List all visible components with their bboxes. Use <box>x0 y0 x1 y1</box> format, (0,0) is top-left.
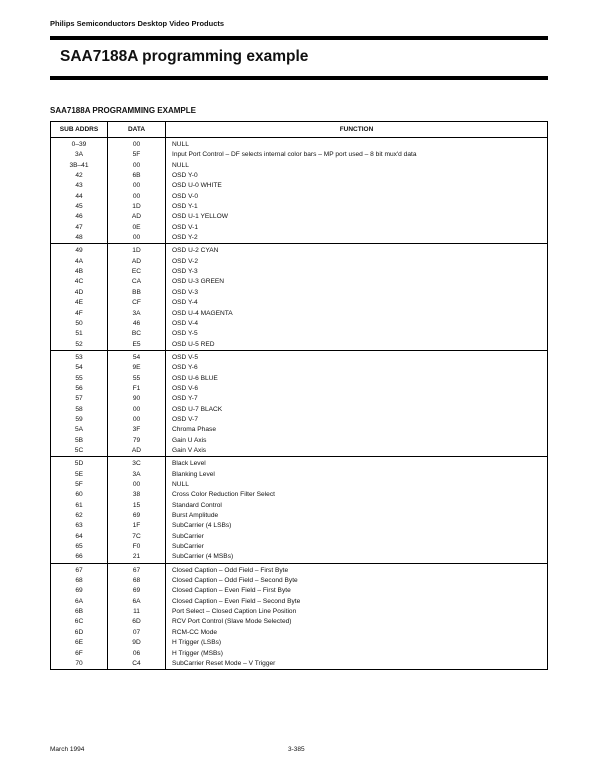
table-row <box>51 542 548 552</box>
function-cell: OSD U-7 BLACK <box>166 405 548 415</box>
data-cell: 69 <box>108 511 166 521</box>
data-cell: C4 <box>108 659 166 670</box>
data-cell: BC <box>108 329 166 339</box>
data-cell: 3A <box>108 470 166 480</box>
data-cell: 9E <box>108 363 166 373</box>
table-row <box>51 277 548 287</box>
function-cell: SubCarrier (4 MSBs) <box>166 552 548 563</box>
function-cell: NULL <box>166 480 548 490</box>
function-cell: OSD Y-6 <box>166 363 548 373</box>
sub-address-cell: 68 <box>51 576 108 586</box>
table-row <box>51 659 548 670</box>
sub-address-cell: 56 <box>51 384 108 394</box>
table-row <box>51 340 548 351</box>
sub-address-cell: 65 <box>51 542 108 552</box>
data-cell: AD <box>108 257 166 267</box>
table-row <box>51 350 548 363</box>
table-row <box>51 521 548 531</box>
programming-table <box>50 121 548 670</box>
table-row <box>51 552 548 563</box>
data-cell: 00 <box>108 192 166 202</box>
table-row <box>51 597 548 607</box>
table-row <box>51 150 548 160</box>
table-row <box>51 436 548 446</box>
table-row <box>51 607 548 617</box>
table-row <box>51 171 548 181</box>
sub-address-cell: 52 <box>51 340 108 351</box>
function-cell: OSD V-2 <box>166 257 548 267</box>
function-cell: OSD V-5 <box>166 350 548 363</box>
data-cell: BB <box>108 288 166 298</box>
sub-address-cell: 5F <box>51 480 108 490</box>
table-row <box>51 649 548 659</box>
function-cell: Blanking Level <box>166 470 548 480</box>
sub-address-cell: 4D <box>51 288 108 298</box>
function-cell: Port Select – Closed Caption Line Position <box>166 607 548 617</box>
data-cell: 00 <box>108 405 166 415</box>
function-cell: NULL <box>166 138 548 151</box>
column-header-sub-addrs: SUB ADDRS <box>51 122 108 138</box>
function-cell: SubCarrier <box>166 532 548 542</box>
table-row <box>51 638 548 648</box>
function-cell: Closed Caption – Even Field – First Byte <box>166 586 548 596</box>
sub-address-cell: 70 <box>51 659 108 670</box>
function-cell: Closed Caption – Odd Field – First Byte <box>166 563 548 576</box>
sub-address-cell: 6B <box>51 607 108 617</box>
sub-address-cell: 6E <box>51 638 108 648</box>
function-cell: OSD U-5 RED <box>166 340 548 351</box>
sub-address-cell: 43 <box>51 181 108 191</box>
table-row <box>51 532 548 542</box>
sub-address-cell: 45 <box>51 202 108 212</box>
function-cell: OSD Y-2 <box>166 233 548 244</box>
sub-address-cell: 42 <box>51 171 108 181</box>
sub-address-cell: 4E <box>51 298 108 308</box>
table-row <box>51 233 548 244</box>
top-rule <box>50 36 548 40</box>
sub-address-cell: 5E <box>51 470 108 480</box>
data-cell: CF <box>108 298 166 308</box>
sub-address-cell: 6F <box>51 649 108 659</box>
data-cell: 15 <box>108 501 166 511</box>
function-cell: H Trigger (MSBs) <box>166 649 548 659</box>
data-cell: 7C <box>108 532 166 542</box>
data-cell: 90 <box>108 394 166 404</box>
footer-date: March 1994 <box>50 746 85 753</box>
function-cell: H Trigger (LSBs) <box>166 638 548 648</box>
sub-address-cell: 4C <box>51 277 108 287</box>
data-cell: E5 <box>108 340 166 351</box>
function-cell: OSD U-4 MAGENTA <box>166 309 548 319</box>
sub-address-cell: 53 <box>51 350 108 363</box>
data-cell: 07 <box>108 628 166 638</box>
function-cell: SubCarrier <box>166 542 548 552</box>
data-cell: 46 <box>108 319 166 329</box>
sub-address-cell: 57 <box>51 394 108 404</box>
table-row <box>51 212 548 222</box>
table-row <box>51 586 548 596</box>
data-cell: 55 <box>108 374 166 384</box>
table-row <box>51 576 548 586</box>
data-cell: 54 <box>108 350 166 363</box>
table-row <box>51 363 548 373</box>
function-cell: OSD Y-0 <box>166 171 548 181</box>
function-cell: OSD V-1 <box>166 223 548 233</box>
data-cell: 21 <box>108 552 166 563</box>
sub-address-cell: 3A <box>51 150 108 160</box>
table-row <box>51 563 548 576</box>
column-header-function: FUNCTION <box>166 122 548 138</box>
register-group <box>51 138 548 244</box>
data-cell: CA <box>108 277 166 287</box>
function-cell: OSD V-0 <box>166 192 548 202</box>
table-row <box>51 394 548 404</box>
register-group <box>51 244 548 350</box>
sub-address-cell: 62 <box>51 511 108 521</box>
function-cell: OSD U-6 BLUE <box>166 374 548 384</box>
data-cell: 1D <box>108 202 166 212</box>
sub-address-cell: 63 <box>51 521 108 531</box>
data-cell: 6D <box>108 617 166 627</box>
sub-address-cell: 59 <box>51 415 108 425</box>
table-row <box>51 628 548 638</box>
data-cell: 00 <box>108 480 166 490</box>
title-rule <box>50 76 548 80</box>
table-row <box>51 202 548 212</box>
data-cell: 00 <box>108 415 166 425</box>
function-cell: SubCarrier Reset Mode – V Trigger <box>166 659 548 670</box>
table-row <box>51 181 548 191</box>
function-cell: OSD V-3 <box>166 288 548 298</box>
function-cell: OSD V-6 <box>166 384 548 394</box>
sub-address-cell: 6A <box>51 597 108 607</box>
sub-address-cell: 6D <box>51 628 108 638</box>
sub-address-cell: 4B <box>51 267 108 277</box>
function-cell: OSD Y-5 <box>166 329 548 339</box>
function-cell: SubCarrier (4 LSBs) <box>166 521 548 531</box>
data-cell: 38 <box>108 490 166 500</box>
table-row <box>51 329 548 339</box>
data-cell: 68 <box>108 576 166 586</box>
sub-address-cell: 46 <box>51 212 108 222</box>
table-row <box>51 501 548 511</box>
table-row <box>51 405 548 415</box>
data-cell: 06 <box>108 649 166 659</box>
function-cell: Closed Caption – Odd Field – Second Byte <box>166 576 548 586</box>
table-row <box>51 384 548 394</box>
table-row <box>51 470 548 480</box>
table-row <box>51 267 548 277</box>
function-cell: Closed Caption – Even Field – Second Byte <box>166 597 548 607</box>
function-cell: Chroma Phase <box>166 425 548 435</box>
table-row <box>51 511 548 521</box>
sub-address-cell: 60 <box>51 490 108 500</box>
sub-address-cell: 69 <box>51 586 108 596</box>
function-cell: OSD U-3 GREEN <box>166 277 548 287</box>
sub-address-cell: 64 <box>51 532 108 542</box>
sub-address-cell: 0–39 <box>51 138 108 151</box>
table-row <box>51 319 548 329</box>
sub-address-cell: 6C <box>51 617 108 627</box>
function-cell: NULL <box>166 161 548 171</box>
column-header-data: DATA <box>108 122 166 138</box>
table-title: SAA7188A PROGRAMMING EXAMPLE <box>50 106 196 115</box>
register-group <box>51 457 548 563</box>
footer-page-number: 3-385 <box>288 746 305 753</box>
function-cell: OSD Y-1 <box>166 202 548 212</box>
data-cell: 3C <box>108 457 166 470</box>
data-cell: 00 <box>108 233 166 244</box>
function-cell: OSD Y-4 <box>166 298 548 308</box>
table-header-row <box>51 122 548 138</box>
function-cell: Black Level <box>166 457 548 470</box>
data-cell: F0 <box>108 542 166 552</box>
sub-address-cell: 3B–41 <box>51 161 108 171</box>
sub-address-cell: 47 <box>51 223 108 233</box>
table-row <box>51 480 548 490</box>
function-cell: Gain V Axis <box>166 446 548 457</box>
sub-address-cell: 44 <box>51 192 108 202</box>
table-row <box>51 425 548 435</box>
data-cell: 00 <box>108 138 166 151</box>
function-cell: RCM-CC Mode <box>166 628 548 638</box>
function-cell: RCV Port Control (Slave Mode Selected) <box>166 617 548 627</box>
function-cell: OSD V-7 <box>166 415 548 425</box>
data-cell: 1F <box>108 521 166 531</box>
sub-address-cell: 5A <box>51 425 108 435</box>
page-title: SAA7188A programming example <box>60 48 309 65</box>
function-cell: OSD Y-7 <box>166 394 548 404</box>
function-cell: OSD V-4 <box>166 319 548 329</box>
register-group <box>51 350 548 456</box>
sub-address-cell: 50 <box>51 319 108 329</box>
table-row <box>51 244 548 257</box>
data-cell: 00 <box>108 161 166 171</box>
data-cell: 1D <box>108 244 166 257</box>
table-row <box>51 309 548 319</box>
data-cell: 5F <box>108 150 166 160</box>
sub-address-cell: 49 <box>51 244 108 257</box>
data-cell: AD <box>108 446 166 457</box>
function-cell: OSD U-2 CYAN <box>166 244 548 257</box>
table-row <box>51 298 548 308</box>
function-cell: OSD Y-3 <box>166 267 548 277</box>
data-cell: 67 <box>108 563 166 576</box>
function-cell: Gain U Axis <box>166 436 548 446</box>
company-header: Philips Semiconductors Desktop Video Products <box>50 19 225 28</box>
data-cell: 11 <box>108 607 166 617</box>
data-cell: 6B <box>108 171 166 181</box>
table-row <box>51 192 548 202</box>
function-cell: Cross Color Reduction Filter Select <box>166 490 548 500</box>
register-group <box>51 563 548 669</box>
table-row <box>51 288 548 298</box>
sub-address-cell: 5D <box>51 457 108 470</box>
data-cell: 3F <box>108 425 166 435</box>
table-row <box>51 161 548 171</box>
sub-address-cell: 5C <box>51 446 108 457</box>
function-cell: Standard Control <box>166 501 548 511</box>
sub-address-cell: 48 <box>51 233 108 244</box>
data-cell: 79 <box>108 436 166 446</box>
sub-address-cell: 67 <box>51 563 108 576</box>
sub-address-cell: 54 <box>51 363 108 373</box>
table-row <box>51 374 548 384</box>
table-row <box>51 257 548 267</box>
sub-address-cell: 55 <box>51 374 108 384</box>
table-row <box>51 490 548 500</box>
sub-address-cell: 5B <box>51 436 108 446</box>
sub-address-cell: 51 <box>51 329 108 339</box>
data-cell: 69 <box>108 586 166 596</box>
function-cell: OSD U-0 WHITE <box>166 181 548 191</box>
sub-address-cell: 4F <box>51 309 108 319</box>
data-cell: 9D <box>108 638 166 648</box>
sub-address-cell: 4A <box>51 257 108 267</box>
sub-address-cell: 61 <box>51 501 108 511</box>
data-cell: 00 <box>108 181 166 191</box>
sub-address-cell: 66 <box>51 552 108 563</box>
data-cell: F1 <box>108 384 166 394</box>
data-cell: 3A <box>108 309 166 319</box>
sub-address-cell: 58 <box>51 405 108 415</box>
function-cell: OSD U-1 YELLOW <box>166 212 548 222</box>
table-row <box>51 415 548 425</box>
function-cell: Input Port Control – DF selects internal color bars – MP port used – 8 bit mux'd data <box>166 150 548 160</box>
data-cell: EC <box>108 267 166 277</box>
table-row <box>51 223 548 233</box>
table-row <box>51 617 548 627</box>
data-cell: 0E <box>108 223 166 233</box>
function-cell: Burst Amplitude <box>166 511 548 521</box>
table-row <box>51 457 548 470</box>
table-row <box>51 138 548 151</box>
data-cell: AD <box>108 212 166 222</box>
data-cell: 6A <box>108 597 166 607</box>
table-row <box>51 446 548 457</box>
